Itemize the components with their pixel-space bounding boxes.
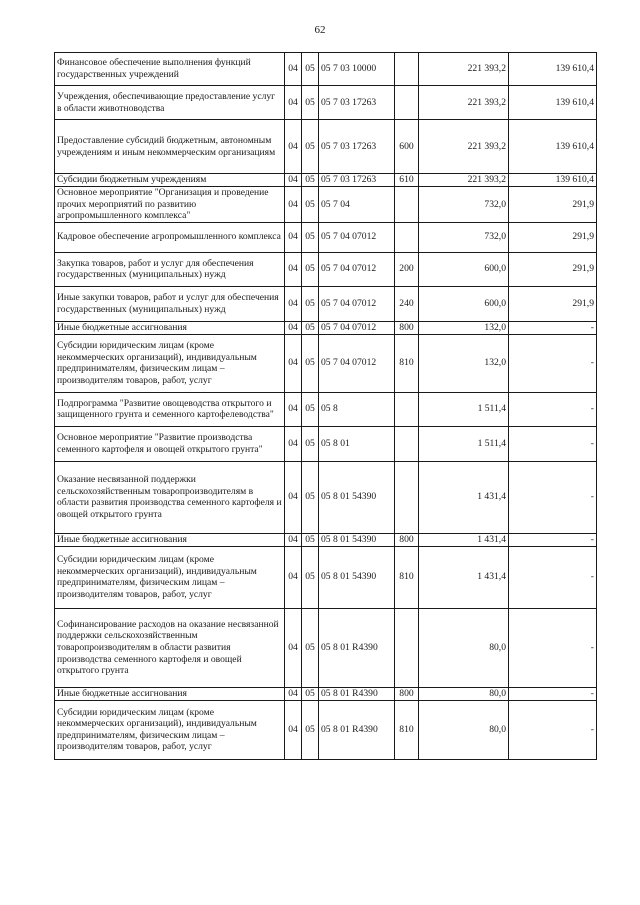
row-expense-type: 810 bbox=[395, 334, 419, 392]
row-name: Субсидии юридическим лицам (кроме некоммерческих организаций), индивидуальным предпринимателям, физическим лицам – производителям товаров, работ, услуг bbox=[55, 700, 285, 759]
row-subsection: 05 bbox=[302, 687, 319, 700]
row-target-article: 05 8 01 R4390 bbox=[319, 608, 395, 687]
row-target-article: 05 7 04 07012 bbox=[319, 252, 395, 286]
row-expense-type: 610 bbox=[395, 174, 419, 187]
budget-table bbox=[54, 52, 597, 760]
row-section: 04 bbox=[285, 546, 302, 608]
table-row bbox=[55, 187, 597, 223]
row-target-article: 05 8 01 R4390 bbox=[319, 687, 395, 700]
row-subsection: 05 bbox=[302, 608, 319, 687]
row-name: Предоставление субсидий бюджетным, автономным учреждениям и иным некоммерческим организациям bbox=[55, 120, 285, 174]
row-subsection: 05 bbox=[302, 546, 319, 608]
row-target-article: 05 7 04 07012 bbox=[319, 222, 395, 252]
row-target-article: 05 7 03 17263 bbox=[319, 86, 395, 120]
row-amount-1: 132,0 bbox=[419, 321, 509, 334]
row-amount-2: - bbox=[509, 321, 597, 334]
table-row bbox=[55, 286, 597, 321]
row-subsection: 05 bbox=[302, 700, 319, 759]
row-amount-2: - bbox=[509, 461, 597, 533]
row-section: 04 bbox=[285, 533, 302, 546]
table-row bbox=[55, 222, 597, 252]
row-amount-2: 139 610,4 bbox=[509, 120, 597, 174]
row-target-article: 05 8 bbox=[319, 392, 395, 426]
row-subsection: 05 bbox=[302, 334, 319, 392]
row-target-article: 05 7 03 10000 bbox=[319, 53, 395, 86]
row-expense-type: 200 bbox=[395, 252, 419, 286]
row-expense-type: 810 bbox=[395, 546, 419, 608]
row-name: Оказание несвязанной поддержки сельскохозяйственным товаропроизводителям в области развития производства семенного картофеля и овощей открытого грунта bbox=[55, 461, 285, 533]
row-name: Субсидии юридическим лицам (кроме некоммерческих организаций), индивидуальным предпринимателям, физическим лицам – производителям товаров, работ, услуг bbox=[55, 546, 285, 608]
row-amount-1: 600,0 bbox=[419, 286, 509, 321]
row-amount-1: 80,0 bbox=[419, 687, 509, 700]
row-subsection: 05 bbox=[302, 426, 319, 461]
row-section: 04 bbox=[285, 608, 302, 687]
row-amount-1: 1 431,4 bbox=[419, 461, 509, 533]
row-target-article: 05 7 04 07012 bbox=[319, 286, 395, 321]
row-amount-1: 221 393,2 bbox=[419, 174, 509, 187]
row-amount-2: 291,9 bbox=[509, 252, 597, 286]
row-subsection: 05 bbox=[302, 53, 319, 86]
table-row bbox=[55, 252, 597, 286]
row-name: Софинансирование расходов на оказание несвязанной поддержки сельскохозяйственным товаропроизводителям в области развития производства семенного картофеля и овощей открытого грунта bbox=[55, 608, 285, 687]
row-amount-1: 1 431,4 bbox=[419, 533, 509, 546]
row-section: 04 bbox=[285, 426, 302, 461]
row-amount-1: 1 511,4 bbox=[419, 426, 509, 461]
row-section: 04 bbox=[285, 252, 302, 286]
row-amount-1: 221 393,2 bbox=[419, 53, 509, 86]
row-expense-type bbox=[395, 187, 419, 223]
row-target-article: 05 8 01 R4390 bbox=[319, 700, 395, 759]
table-row bbox=[55, 608, 597, 687]
row-expense-type: 800 bbox=[395, 533, 419, 546]
table-row bbox=[55, 174, 597, 187]
row-amount-2: 139 610,4 bbox=[509, 53, 597, 86]
row-section: 04 bbox=[285, 321, 302, 334]
row-name: Иные бюджетные ассигнования bbox=[55, 533, 285, 546]
row-name: Основное мероприятие "Развитие производства семенного картофеля и овощей открытого грунта" bbox=[55, 426, 285, 461]
row-amount-2: - bbox=[509, 392, 597, 426]
row-expense-type bbox=[395, 426, 419, 461]
row-name: Основное мероприятие "Организация и проведение прочих мероприятий по развитию агропромышленного комплекса" bbox=[55, 187, 285, 223]
row-expense-type bbox=[395, 392, 419, 426]
table-row bbox=[55, 426, 597, 461]
row-name: Кадровое обеспечение агропромышленного комплекса bbox=[55, 222, 285, 252]
row-expense-type: 800 bbox=[395, 687, 419, 700]
row-section: 04 bbox=[285, 392, 302, 426]
row-amount-1: 221 393,2 bbox=[419, 120, 509, 174]
row-name: Субсидии юридическим лицам (кроме некоммерческих организаций), индивидуальным предпринимателям, физическим лицам – производителям товаров, работ, услуг bbox=[55, 334, 285, 392]
row-amount-2: - bbox=[509, 426, 597, 461]
row-target-article: 05 8 01 54390 bbox=[319, 546, 395, 608]
row-expense-type bbox=[395, 608, 419, 687]
table-row bbox=[55, 334, 597, 392]
table-row bbox=[55, 86, 597, 120]
row-subsection: 05 bbox=[302, 86, 319, 120]
row-subsection: 05 bbox=[302, 174, 319, 187]
page-number: 62 bbox=[314, 24, 326, 36]
row-expense-type: 240 bbox=[395, 286, 419, 321]
row-amount-1: 132,0 bbox=[419, 334, 509, 392]
row-name: Учреждения, обеспечивающие предоставление услуг в области животноводства bbox=[55, 86, 285, 120]
row-amount-1: 600,0 bbox=[419, 252, 509, 286]
table-row bbox=[55, 53, 597, 86]
row-amount-2: 139 610,4 bbox=[509, 86, 597, 120]
row-section: 04 bbox=[285, 120, 302, 174]
row-target-article: 05 8 01 bbox=[319, 426, 395, 461]
row-amount-2: 291,9 bbox=[509, 187, 597, 223]
row-amount-2: 291,9 bbox=[509, 286, 597, 321]
row-amount-2: 291,9 bbox=[509, 222, 597, 252]
row-amount-1: 221 393,2 bbox=[419, 86, 509, 120]
row-name: Подпрограмма "Развитие овощеводства открытого и защищенного грунта и семенного картофелеводства" bbox=[55, 392, 285, 426]
row-name: Финансовое обеспечение выполнения функций государственных учреждений bbox=[55, 53, 285, 86]
row-amount-2: - bbox=[509, 687, 597, 700]
row-subsection: 05 bbox=[302, 533, 319, 546]
row-section: 04 bbox=[285, 687, 302, 700]
row-section: 04 bbox=[285, 222, 302, 252]
row-expense-type bbox=[395, 86, 419, 120]
row-amount-1: 1 511,4 bbox=[419, 392, 509, 426]
row-subsection: 05 bbox=[302, 120, 319, 174]
row-section: 04 bbox=[285, 86, 302, 120]
row-amount-2: - bbox=[509, 608, 597, 687]
row-expense-type: 800 bbox=[395, 321, 419, 334]
table-row bbox=[55, 321, 597, 334]
row-section: 04 bbox=[285, 700, 302, 759]
table-row bbox=[55, 461, 597, 533]
table-row bbox=[55, 533, 597, 546]
row-amount-2: 139 610,4 bbox=[509, 174, 597, 187]
row-expense-type bbox=[395, 222, 419, 252]
row-section: 04 bbox=[285, 53, 302, 86]
table-row bbox=[55, 392, 597, 426]
row-section: 04 bbox=[285, 286, 302, 321]
row-subsection: 05 bbox=[302, 461, 319, 533]
row-target-article: 05 7 03 17263 bbox=[319, 120, 395, 174]
row-name: Иные закупки товаров, работ и услуг для обеспечения государственных (муниципальных) нужд bbox=[55, 286, 285, 321]
row-name: Субсидии бюджетным учреждениям bbox=[55, 174, 285, 187]
table-row bbox=[55, 546, 597, 608]
row-name: Иные бюджетные ассигнования bbox=[55, 321, 285, 334]
row-subsection: 05 bbox=[302, 321, 319, 334]
row-amount-2: - bbox=[509, 700, 597, 759]
row-amount-1: 732,0 bbox=[419, 222, 509, 252]
row-name: Закупка товаров, работ и услуг для обеспечения государственных (муниципальных) нужд bbox=[55, 252, 285, 286]
row-amount-2: - bbox=[509, 546, 597, 608]
row-target-article: 05 8 01 54390 bbox=[319, 461, 395, 533]
row-section: 04 bbox=[285, 174, 302, 187]
row-amount-1: 80,0 bbox=[419, 700, 509, 759]
row-target-article: 05 7 04 bbox=[319, 187, 395, 223]
budget-table-body bbox=[55, 53, 597, 760]
row-amount-2: - bbox=[509, 533, 597, 546]
row-subsection: 05 bbox=[302, 286, 319, 321]
row-section: 04 bbox=[285, 334, 302, 392]
row-amount-1: 80,0 bbox=[419, 608, 509, 687]
row-expense-type: 600 bbox=[395, 120, 419, 174]
row-target-article: 05 7 03 17263 bbox=[319, 174, 395, 187]
row-subsection: 05 bbox=[302, 187, 319, 223]
row-name: Иные бюджетные ассигнования bbox=[55, 687, 285, 700]
row-subsection: 05 bbox=[302, 222, 319, 252]
row-section: 04 bbox=[285, 461, 302, 533]
row-amount-2: - bbox=[509, 334, 597, 392]
row-expense-type bbox=[395, 461, 419, 533]
row-section: 04 bbox=[285, 187, 302, 223]
table-row bbox=[55, 120, 597, 174]
row-target-article: 05 7 04 07012 bbox=[319, 334, 395, 392]
row-subsection: 05 bbox=[302, 392, 319, 426]
row-subsection: 05 bbox=[302, 252, 319, 286]
table-row bbox=[55, 700, 597, 759]
row-target-article: 05 7 04 07012 bbox=[319, 321, 395, 334]
row-expense-type: 810 bbox=[395, 700, 419, 759]
row-expense-type bbox=[395, 53, 419, 86]
row-amount-1: 1 431,4 bbox=[419, 546, 509, 608]
row-amount-1: 732,0 bbox=[419, 187, 509, 223]
table-row bbox=[55, 687, 597, 700]
row-target-article: 05 8 01 54390 bbox=[319, 533, 395, 546]
